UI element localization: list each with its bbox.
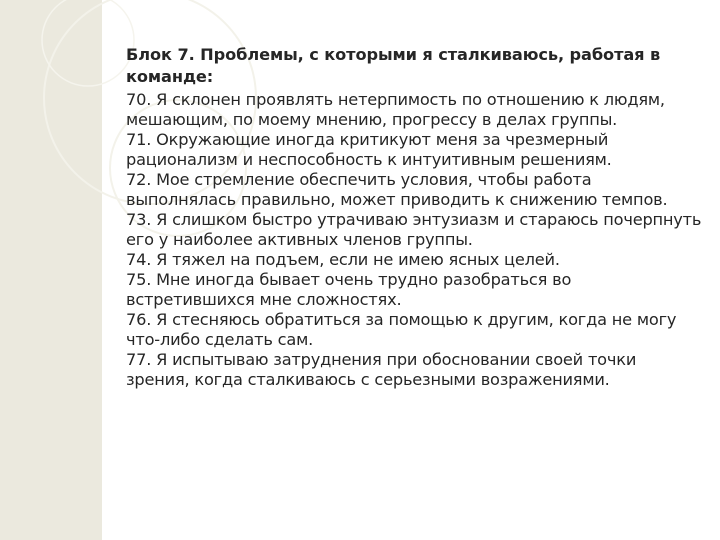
content-block (126, 44, 702, 390)
side-panel (0, 0, 102, 540)
item-72: 72. Мое стремление обеспечить условия, чтобы работа выполнялась правильно, может приводить к снижению темпов. (126, 170, 668, 209)
item-74: 74. Я тяжел на подъем, если не имею ясных целей. (126, 250, 560, 269)
item-71: 71. Окружающие иногда критикуют меня за чрезмерный рационализм и неспособность к интуитивным решениям. (126, 130, 612, 169)
item-77: 77. Я испытываю затруднения при обосновании своей точки зрения, когда сталкиваюсь с серьезными возражениями. (126, 350, 637, 389)
item-73: 73. Я слишком быстро утрачиваю энтузиазм и стараюсь почерпнуть его у наиболее активных членов группы. (126, 210, 702, 249)
item-75: 75. Мне иногда бывает очень трудно разобраться во встретившихся мне сложностях. (126, 270, 572, 309)
item-76: 76. Я стесняюсь обратиться за помощью к другим, когда не могу что-либо сделать сам. (126, 310, 677, 349)
item-70: 70. Я склонен проявлять нетерпимость по отношению к людям, мешающим, по моему мнению, прогрессу в делах группы. (126, 90, 665, 129)
block-title: Блок 7. Проблемы, с которыми я сталкиваюсь, работая в команде: (126, 45, 661, 86)
